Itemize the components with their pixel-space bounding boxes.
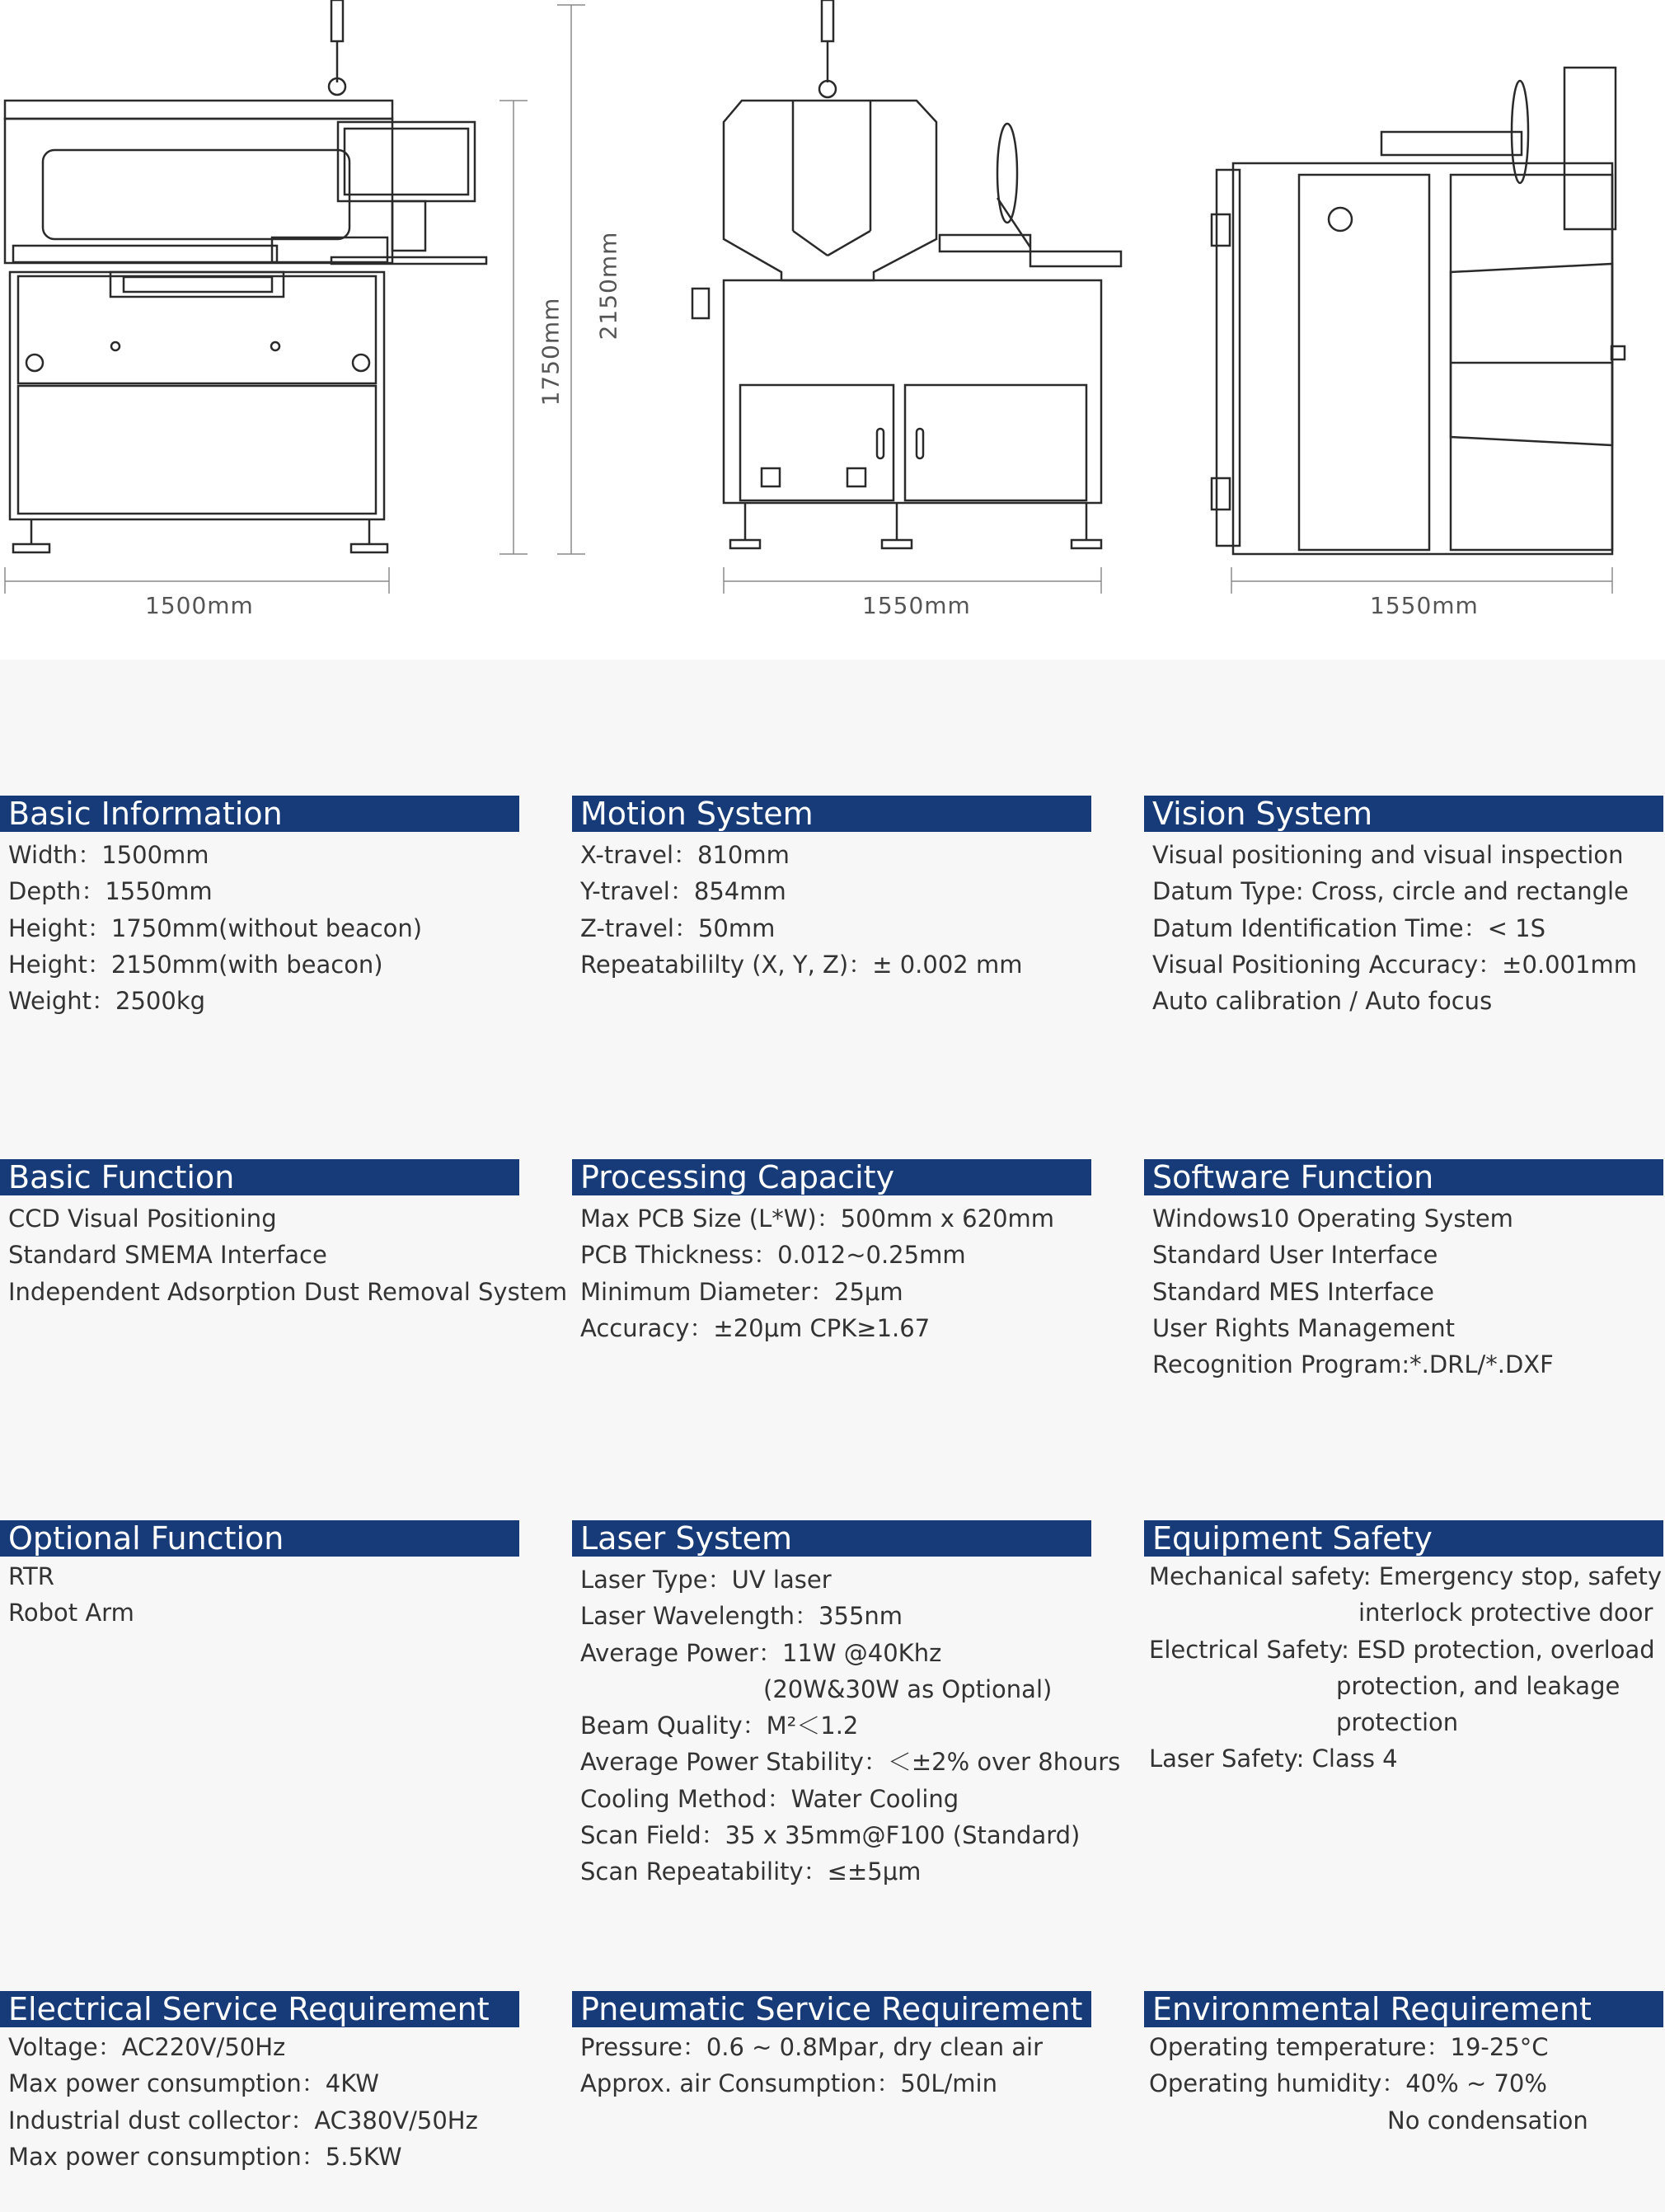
spec-line: Standard User Interface: [1152, 1241, 1438, 1270]
spec-line: Width：1500mm: [8, 841, 209, 869]
side-view-drawing: [692, 0, 1121, 548]
section-title: Electrical Service Requirement: [0, 1991, 519, 2027]
section-title: Basic Information: [0, 796, 519, 832]
spec-line: Visual positioning and visual inspection: [1152, 841, 1624, 869]
spec-line: Beam Quality：M²＜1.2: [580, 1712, 859, 1740]
spec-line: Windows10 Operating System: [1152, 1205, 1513, 1233]
section-title: Pneumatic Service Requirement: [572, 1991, 1091, 2027]
spec-line: Operating humidity：40% ~ 70%: [1149, 2069, 1547, 2098]
rear-view-drawing: [1212, 68, 1625, 554]
spec-line: User Rights Management: [1152, 1313, 1456, 1342]
section-basic-information: [0, 796, 519, 1019]
spec-line: Laser Wavelength：355nm: [580, 1602, 903, 1631]
section-title: Software Function: [1144, 1159, 1663, 1195]
spec-line: Height：2150mm(with beacon): [8, 950, 383, 979]
side-depth-label: 1550mm: [862, 592, 971, 619]
section-title: Vision System: [1144, 796, 1663, 832]
spec-line: RTR: [8, 1562, 54, 1590]
machine-drawings-svg: [0, 0, 1665, 660]
section-title: Processing Capacity: [572, 1159, 1091, 1195]
spec-line: PCB Thickness：0.012~0.25mm: [580, 1241, 966, 1270]
spec-line: Average Power：11W @40Khz: [580, 1638, 942, 1667]
section-equipment-safety: [1144, 1520, 1663, 1778]
spec-line: Z-travel：50mm: [580, 913, 776, 942]
height-with-beacon-label: 2150mm: [594, 231, 622, 340]
spec-line: Laser Safety: Class 4: [1149, 1745, 1398, 1773]
spec-line: (20W&30W as Optional): [763, 1674, 1053, 1703]
spec-line: Recognition Program:*.DRL/*.DXF: [1152, 1350, 1554, 1379]
spec-line: No condensation: [1387, 2106, 1588, 2135]
section-pneumatic-service: [572, 1991, 1091, 2102]
rear-depth-label: 1550mm: [1370, 592, 1479, 619]
spec-line: Datum Type: Cross, circle and rectangle: [1152, 877, 1629, 906]
spec-line: Max power consumption：4KW: [8, 2069, 379, 2098]
section-electrical-service: [0, 1991, 519, 2175]
spec-line: interlock protective door: [1358, 1599, 1653, 1627]
spec-line: Auto calibration / Auto focus: [1152, 987, 1493, 1016]
section-title: Optional Function: [0, 1520, 519, 1557]
height-no-beacon-label: 1750mm: [537, 297, 565, 406]
spec-line: Visual Positioning Accuracy：±0.001mm: [1152, 950, 1637, 979]
spec-line: Average Power Stability：＜±2% over 8hours: [580, 1748, 1121, 1777]
spec-line: Industrial dust collector：AC380V/50Hz: [8, 2106, 478, 2135]
section-title: Motion System: [572, 796, 1091, 832]
section-vision-system: [1144, 796, 1663, 1019]
section-title: Laser System: [572, 1520, 1091, 1557]
spec-line: Mechanical safety: Emergency stop, safety: [1149, 1562, 1663, 1590]
spec-line: Cooling Method：Water Cooling: [580, 1784, 959, 1813]
section-optional-function: [0, 1520, 519, 1632]
spec-line: Y-travel：854mm: [580, 877, 786, 906]
section-environmental: [1144, 1991, 1663, 2139]
spec-line: protection, and leakage: [1336, 1671, 1620, 1700]
spec-line: Accuracy：±20μm CPK≥1.67: [580, 1313, 931, 1342]
spec-line: Minimum Diameter：25μm: [580, 1277, 903, 1306]
section-laser-system: [572, 1520, 1121, 1890]
spec-line: Depth：1550mm: [8, 877, 213, 906]
spec-line: Laser Type：UV laser: [580, 1566, 832, 1594]
section-basic-function: [0, 1159, 568, 1310]
section-motion-system: [572, 796, 1091, 983]
spec-line: Approx. air Consumption：50L/min: [580, 2069, 997, 2098]
section-processing-capacity: [572, 1159, 1091, 1346]
spec-line: Scan Field：35 x 35mm@F100 (Standard): [580, 1821, 1081, 1850]
spec-line: Pressure：0.6 ~ 0.8Mpar, dry clean air: [580, 2033, 1044, 2061]
spec-line: Voltage：AC220V/50Hz: [8, 2033, 286, 2061]
spec-line: Datum Identification Time：< 1S: [1152, 913, 1546, 942]
spec-line: Standard MES Interface: [1152, 1277, 1434, 1306]
front-view-drawing: [5, 0, 486, 552]
section-title: Basic Function: [0, 1159, 519, 1195]
spec-line: Electrical Safety: ESD protection, overload: [1149, 1635, 1655, 1664]
front-width-label: 1500mm: [145, 592, 254, 619]
spec-line: Repeatabililty (X, Y, Z)：± 0.002 mm: [580, 950, 1023, 979]
section-title: Environmental Requirement: [1144, 1991, 1663, 2027]
section-title: Equipment Safety: [1144, 1520, 1663, 1557]
spec-line: CCD Visual Positioning: [8, 1205, 277, 1233]
spec-line: Max power consumption：5.5KW: [8, 2142, 402, 2171]
spec-line: X-travel：810mm: [580, 841, 790, 869]
spec-line: Standard SMEMA Interface: [8, 1241, 327, 1270]
section-software-function: [1144, 1159, 1663, 1383]
technical-drawings: [0, 0, 1665, 660]
spec-line: Max PCB Size (L*W)：500mm x 620mm: [580, 1205, 1055, 1233]
spec-line: Robot Arm: [8, 1599, 134, 1627]
spec-line: Weight：2500kg: [8, 987, 206, 1016]
spec-line: Scan Repeatability：≤±5μm: [580, 1857, 922, 1886]
spec-line: protection: [1336, 1708, 1459, 1737]
spec-line: Operating temperature：19-25°C: [1149, 2033, 1549, 2061]
spec-line: Height：1750mm(without beacon): [8, 913, 423, 942]
spec-line: Independent Adsorption Dust Removal System: [8, 1277, 568, 1306]
